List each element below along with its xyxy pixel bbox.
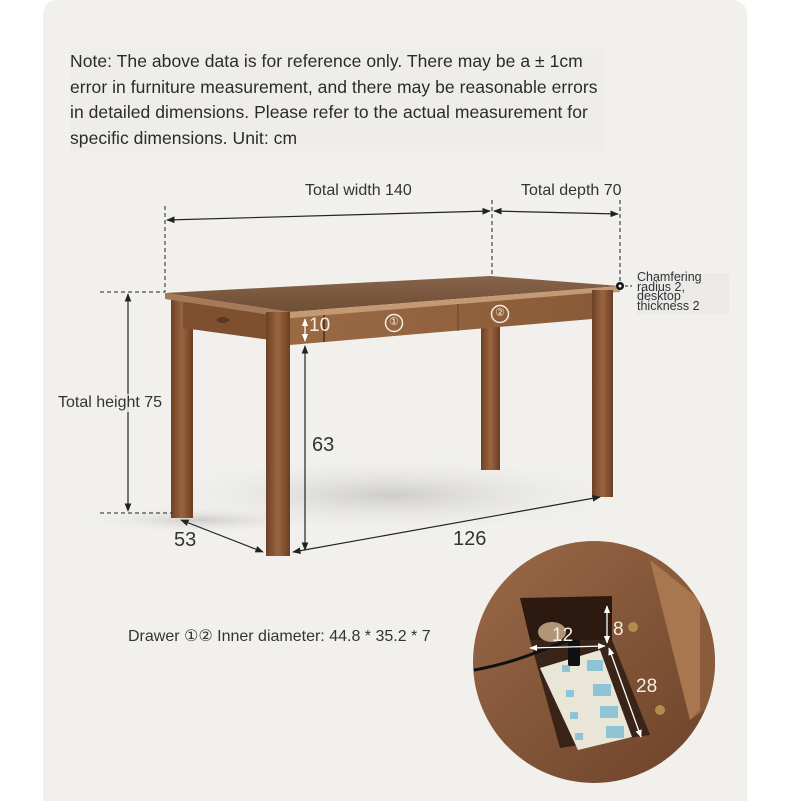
front-right-leg bbox=[592, 290, 613, 497]
front-span-label: 126 bbox=[453, 528, 487, 550]
measurement-note: Note: The above data is for reference only. There may be a ± 1cm error in furniture measurement, and there may be reasonable errors in detailed dimensions. Please refer to the actual measurement for specific dimensions. Unit: cm bbox=[70, 49, 605, 151]
side-span-label: 53 bbox=[174, 529, 197, 551]
drawer-1-marker: ① bbox=[389, 316, 399, 328]
side-knob-icon bbox=[217, 317, 229, 323]
back-right-leg bbox=[481, 325, 500, 470]
drawer-inner-dimensions: Drawer ①② Inner diameter: 44.8 * 35.2 * 7 bbox=[128, 628, 431, 645]
leg-clearance-label: 63 bbox=[312, 434, 335, 456]
inset-height-label: 8 bbox=[613, 619, 624, 640]
chamfer-label: Chamfering radius 2, desktop thickness 2 bbox=[637, 273, 729, 314]
inset-width-label: 12 bbox=[552, 625, 574, 646]
drawer-2-marker: ② bbox=[495, 307, 505, 319]
drawer-inset-photo bbox=[470, 540, 720, 785]
front-left-leg bbox=[266, 312, 290, 556]
total-width-label: Total width 140 bbox=[305, 182, 412, 199]
back-left-leg bbox=[171, 300, 193, 518]
apron-height-label: 10 bbox=[309, 315, 331, 336]
total-depth-label: Total depth 70 bbox=[521, 182, 622, 199]
total-height-label: Total height 75 bbox=[58, 394, 163, 411]
inset-depth-label: 28 bbox=[636, 676, 658, 697]
